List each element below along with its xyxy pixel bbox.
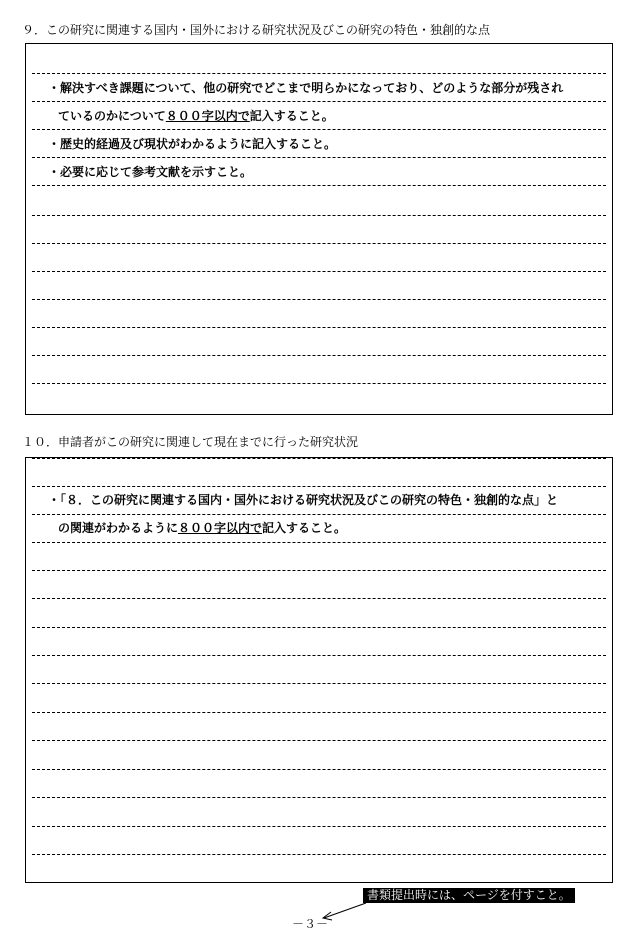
- page-number-reminder: 書類提出時には、ページを付すこと。: [363, 888, 575, 903]
- instruction-text: 記入すること。: [262, 521, 347, 535]
- instruction-text: の関連がわかるように: [58, 521, 179, 535]
- char-limit-emphasis: ８００字以内で: [165, 109, 250, 123]
- section9-title: ９．この研究に関連する国内・国外における研究状況及びこの研究の特色・独創的な点: [22, 23, 491, 37]
- section10-instruction-1-line-1: ・「８．この研究に関連する国内・国外における研究状況及びこの研究の特色・独創的な点」と: [48, 493, 559, 507]
- section10-title: １０．申請者がこの研究に関連して現在までに行った研究状況: [22, 435, 359, 449]
- section9-instruction-3: ・必要に応じて参考文献を示すこと。: [48, 165, 253, 179]
- instruction-text: 記入すること。: [249, 109, 334, 123]
- section9-instruction-2: ・歴史的経過及び現状がわかるように記入すること。: [48, 137, 337, 151]
- instruction-text: ているのかについて: [58, 109, 166, 123]
- section9-instruction-1-line-1: ・解決すべき課題について、他の研究でどこまで明らかになっており、どのような部分が残され: [48, 81, 564, 95]
- char-limit-emphasis: ８００字以内で: [178, 521, 263, 535]
- page-number: －３－: [292, 917, 329, 931]
